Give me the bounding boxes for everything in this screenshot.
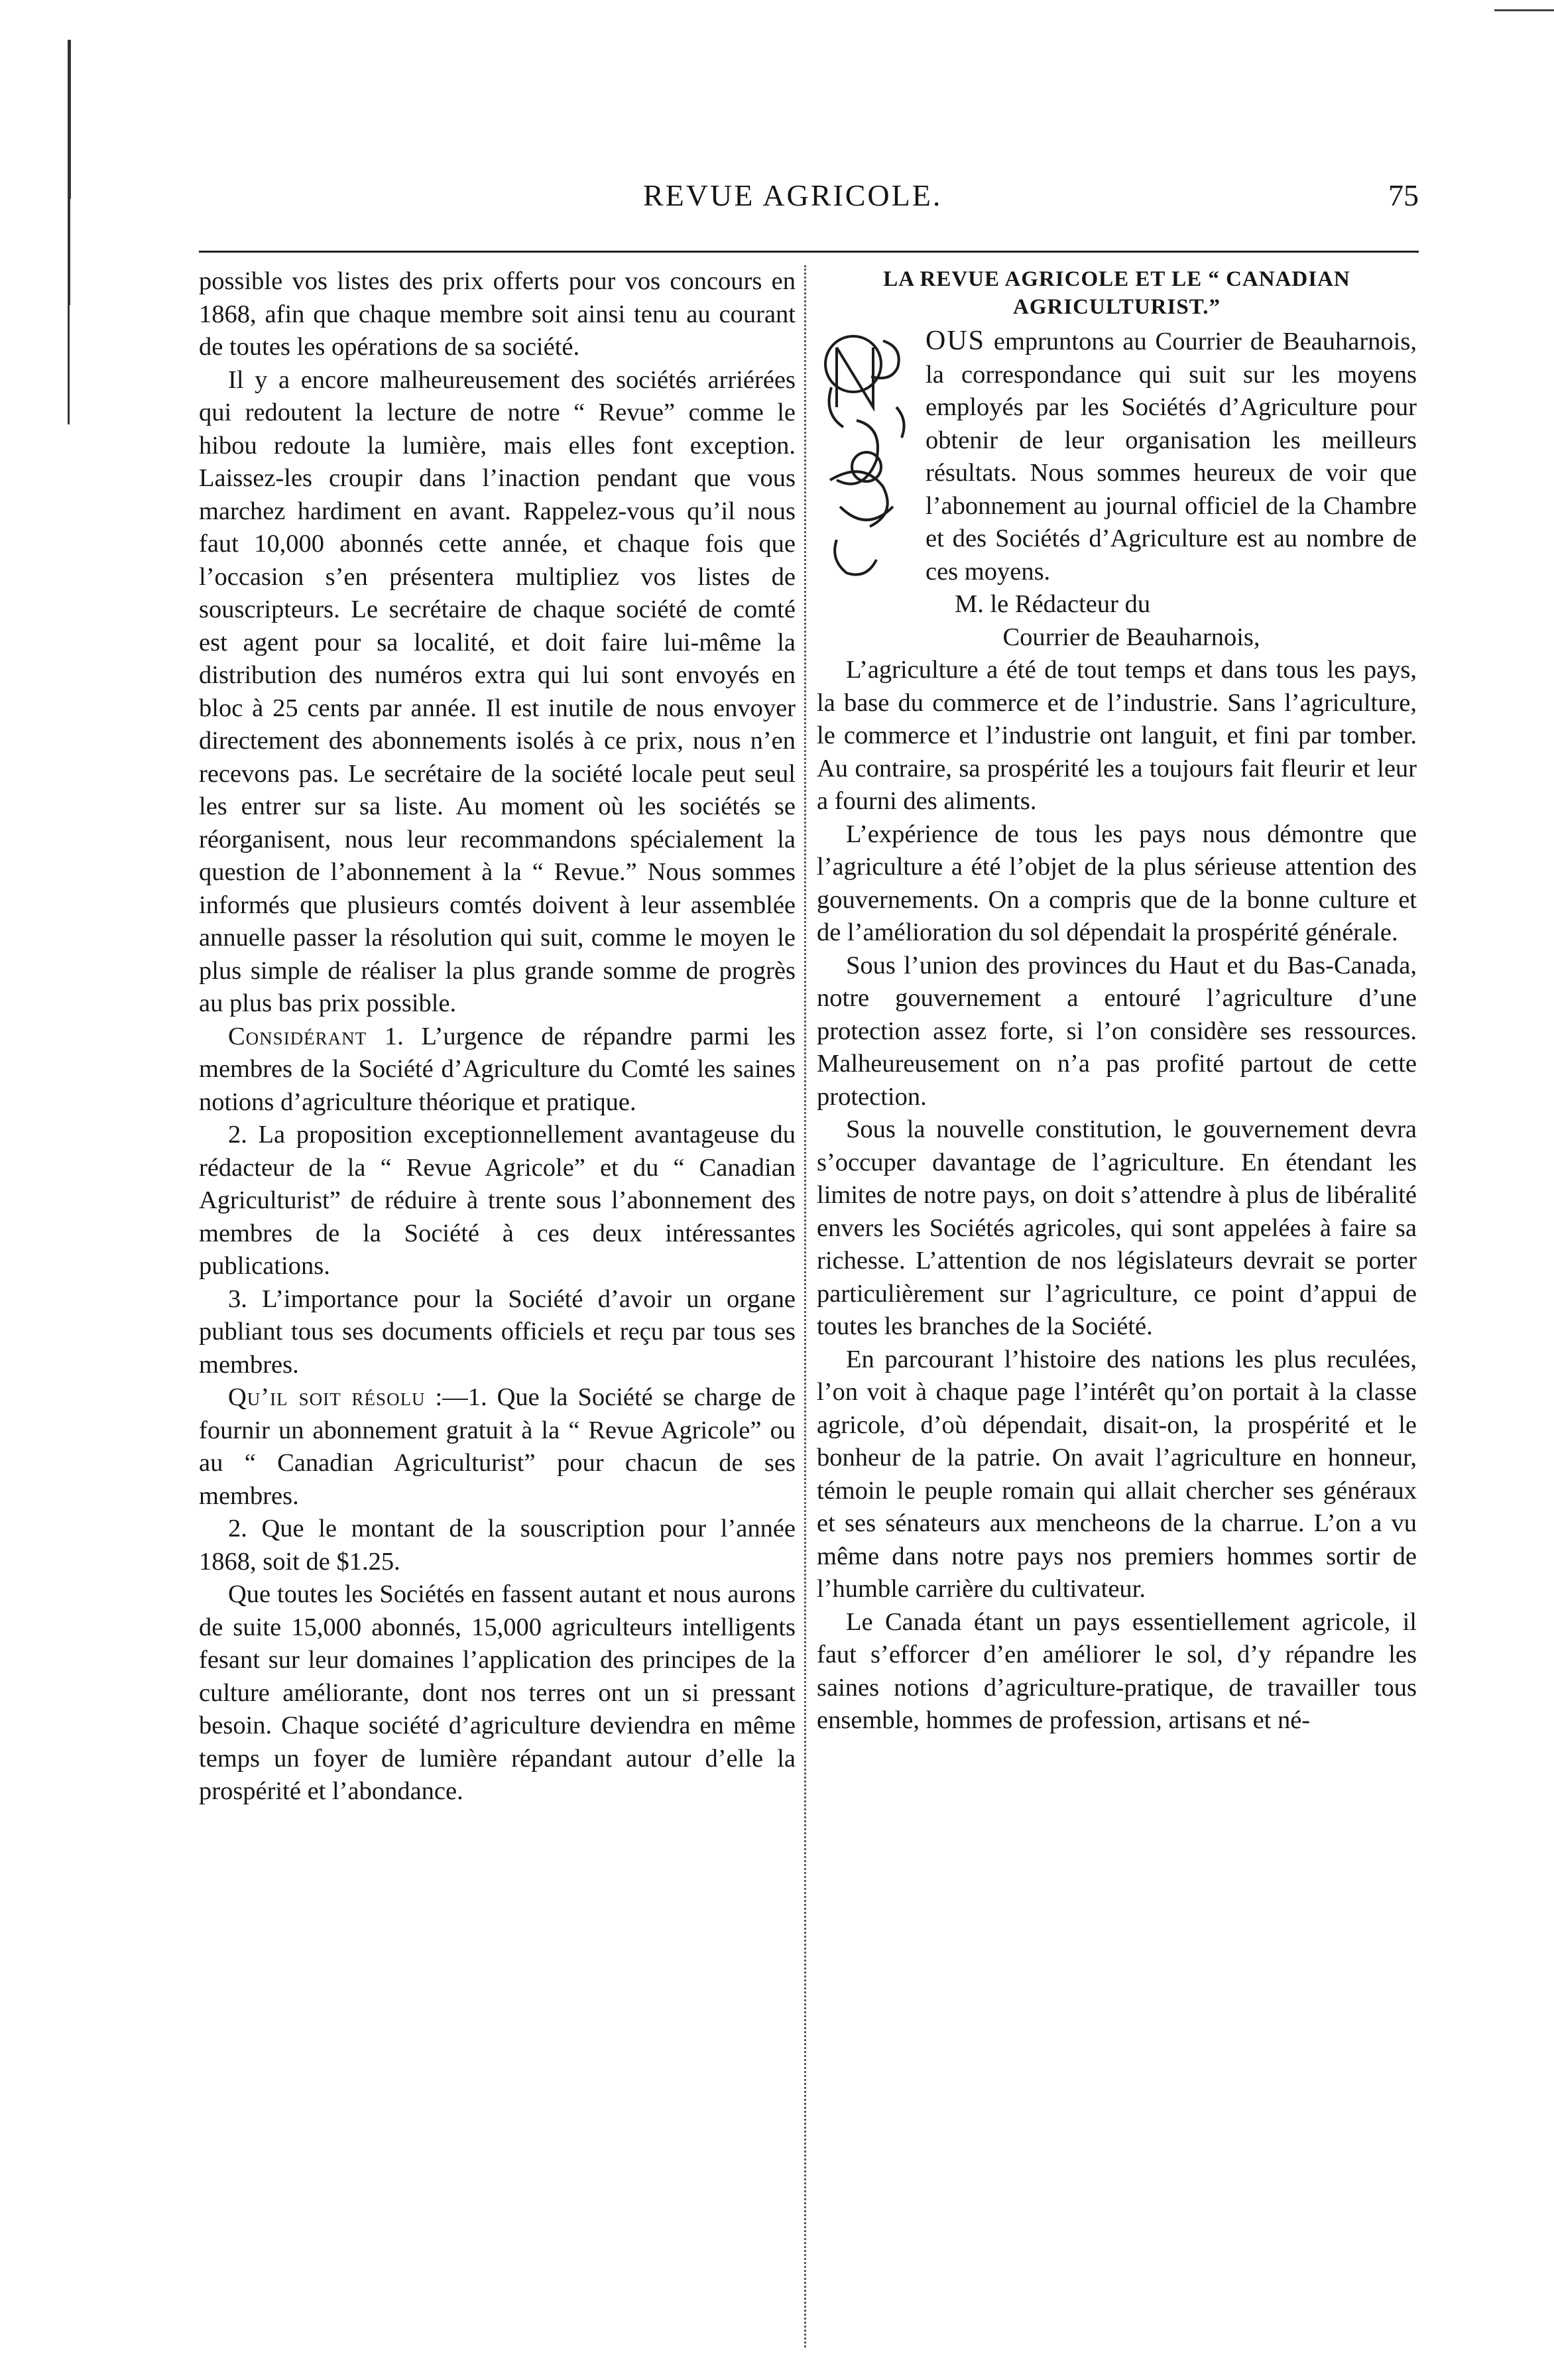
paragraph: 3. L’importance pour la Société d’avoir un organe publiant tous ses documents officiels et reçu par tous ses membres. — [199, 1284, 796, 1379]
resolution-label: Qu’il soit résolu — [228, 1383, 426, 1411]
paragraph — [199, 1021, 796, 1119]
header-rule — [199, 251, 1419, 253]
article-heading: LA REVUE AGRICOLE ET LE “ CANADIAN AGRICULTURIST.” — [883, 267, 1350, 319]
paragraph: 2. Que le montant de la souscription pour l’année 1868, soit de $1.25. — [199, 1515, 796, 1576]
paragraph — [817, 325, 1417, 588]
intro-text: empruntons au Courrier de Beauharnois, la correspondance qui suit sur les moyens employés par les Sociétés d’Agriculture pour obtenir de leur organisation les meilleurs résultats. Nous sommes heureux de voir que l’abonnement au journal officiel de la Chambre et des Sociétés d’Agriculture est au nombre de ces moyens. — [926, 328, 1417, 586]
resolution-text: 1. L’urgence de répandre parmi les membres de la Société d’Agriculture du Comté les saines notions d’agriculture théorique et pratique. — [199, 1022, 796, 1116]
resolution-text: :—1. Que la Société se charge de fournir un abonnement gratuit à la “ Revue Agricole” ou au “ Canadian Agriculturist” pour chacun de ses membres. — [199, 1383, 796, 1510]
column-divider — [804, 265, 806, 2348]
paragraph: L’expérience de tous les pays nous démontre que l’agriculture a été l’objet de la plus sérieuse attention des gouvernements. On a compris que de la bonne culture et de l’amélioration du sol dépendait la prospérité générale. — [817, 820, 1417, 946]
paragraph: Sous l’union des provinces du Haut et du Bas-Canada, notre gouvernement a entouré l’agriculture d’une protection assez forte, si l’on considère ses ressources. Malheureusement on n’a pas profité partout de cette protection. — [817, 951, 1417, 1111]
paragraph: Sous la nouvelle constitution, le gouvernement devra s’occuper davantage de l’agriculture. En étendant les limites de notre pays, on doit s’attendre à plus de libéralité envers les Sociétés agricoles, qui sont appelées à faire sa richesse. L’attention de nos législateurs devrait se porter particulièrement sur l’agriculture, ce point d’appui de toutes les branches de la Société. — [817, 1115, 1417, 1340]
salutation: Courrier de Beauharnois, — [1002, 623, 1260, 651]
paragraph: Il y a encore malheureusement des sociétés arriérées qui redoutent la lecture de notre “ Revue” comme le hibou redoute la lumière, mais elles font exception. Laissez-les croupir dans l’inaction pendant que vous marchez hardiment en avant. Rappelez-vous qu’il nous faut 10,000 abonnés cette année, et chaque fois que l’occasion s’en présentera multipliez vos listes de souscripteurs. Le secrétaire de chaque société de comté est agent pour sa localité, et doit faire lui-même la distribution des numéros extra qui lui sont envoyés en bloc à 25 cents par année. Il est inutile de nous envoyer directement des abonnements isolés à ce prix, nous n’en recevons pas. Le secrétaire de la société locale peut seul les entrer sur sa liste. Au moment où les sociétés se réorganisent, nous leur recommandons spécialement la question de l’abonnement à la “ Revue.” Nous sommes informés que plusieurs comtés doivent à leur assemblée annuelle passer la résolution qui suit, comme le moyen le plus simple de réaliser la plus grande somme de progrès au plus bas prix possible. — [199, 365, 796, 1017]
paragraph: 2. La proposition exceptionnellement avantageuse du rédacteur de la “ Revue Agricole” et du “ Canadian Agriculturist” de réduire à trente sous l’abonnement des membres de la Société à ces deux intéressantes publications. — [199, 1121, 796, 1280]
binding-mark — [68, 40, 71, 199]
binding-mark — [68, 305, 70, 424]
paragraph: L’agriculture a été de tout temps et dans tous les pays, la base du commerce et de l’industrie. Sans l’agriculture, le commerce et l’industrie ont languit, et fini par tomber. Au contraire, sa prospérité les a toujours fait fleurir et leur a fourni des aliments. — [817, 656, 1417, 815]
resolution-label: Considérant — [228, 1022, 367, 1050]
paragraph — [199, 1381, 796, 1513]
paragraph: Que toutes les Sociétés en fassent autant et nous aurons de suite 15,000 abonnés, 15,000 agriculteurs intelligents fesant sur leur domaines l’application des principes de la culture améliorante, dont nos terres ont un si pressant besoin. Chaque société d’agriculture deviendra en même temps un foyer de lumière répandant autour d’elle la prospérité et l’abondance. — [199, 1580, 796, 1805]
running-head — [199, 178, 1419, 231]
salutation: M. le Rédacteur du — [955, 590, 1151, 618]
running-title: REVUE AGRICOLE. — [643, 178, 943, 212]
paragraph: Le Canada étant un pays essentiellement agricole, il faut s’efforcer d’en améliorer le sol, d’y répandre les saines notions d’agriculture-pratique, de travailler tous ensemble, hommes de profession, artisans et né- — [817, 1607, 1417, 1734]
left-column — [199, 265, 796, 1808]
paragraph: possible vos listes des prix offerts pour vos concours en 1868, afin que chaque membre soit ainsi tenu au courant de toutes les opérations de sa société. — [199, 267, 796, 361]
paragraph: En parcourant l’histoire des nations les plus reculées, l’on voit à chaque page l’intérêt qu’on portait à la classe agricole, d’où dépendait, disait-on, la prospérité et le bonheur de la patrie. On avait l’agriculture en honneur, témoin le peuple romain qui allait chercher ses généraux et ses sénateurs aux mencheons de la charrue. L’on a vu même dans notre pays nos premiers hommes sortir de l’humble carrière du cultivateur. — [817, 1345, 1417, 1603]
binding-mark — [68, 199, 70, 305]
ornate-letter-n-icon — [817, 328, 916, 603]
page-number: 75 — [1388, 178, 1419, 212]
dropcap-lead: OUS — [926, 326, 986, 356]
corner-rule — [1494, 9, 1554, 11]
right-column — [817, 265, 1417, 1737]
